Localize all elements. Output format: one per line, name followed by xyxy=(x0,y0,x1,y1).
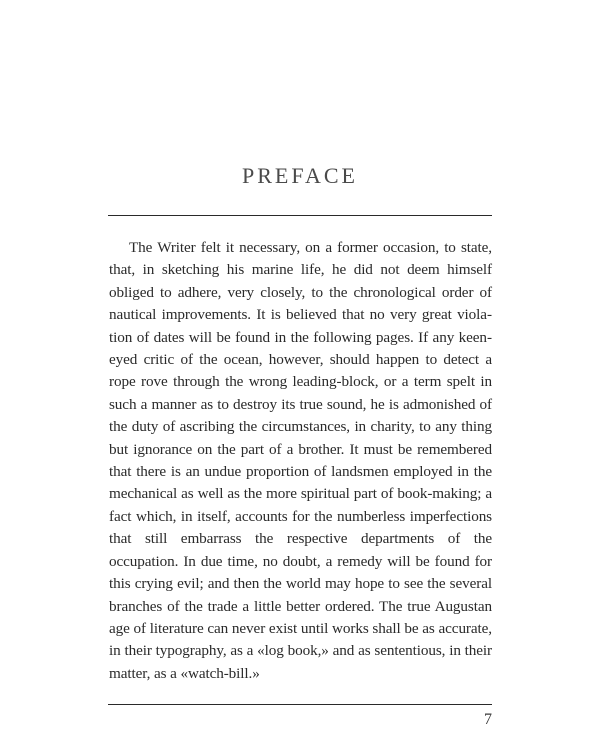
bottom-rule xyxy=(108,704,492,705)
page-number: 7 xyxy=(484,711,492,728)
preface-paragraph: The Writer felt it necessary, on a former occasion, to state, that, in sketching his marine life, he did not deem himself obliged to adhere, very closely, to the chronological order of nautical improvements. It is believed that no very great violation of dates will be found in the following pages. If any keeneyed critic of the ocean, however, should happen to detect a rope rove through the wrong leading-block, or a term spelt in such a manner as to destroy its true sound, he is admonished of the duty of ascribing the circumstances, in charity, to any thing but ignorance on the part of a brother. It must be remembered that there is an undue proportion of landsmen employed in the mechanical as well as the more spiritual part of book-making; a fact which, in itself, accounts for the numberless imperfections that still embarrass the respective departments of the occupation. In due time, no doubt, a remedy will be found for this crying evil; and then the world may hope to see the several branches of the trade a little better ordered. The true Augustan age of literature can never exist until works shall be as accurate, in their typography, as a «log book,» and as sententious, in their matter, as a «watch-bill.» xyxy=(109,239,492,682)
top-rule xyxy=(108,215,492,216)
chapter-title: PREFACE xyxy=(242,163,358,188)
